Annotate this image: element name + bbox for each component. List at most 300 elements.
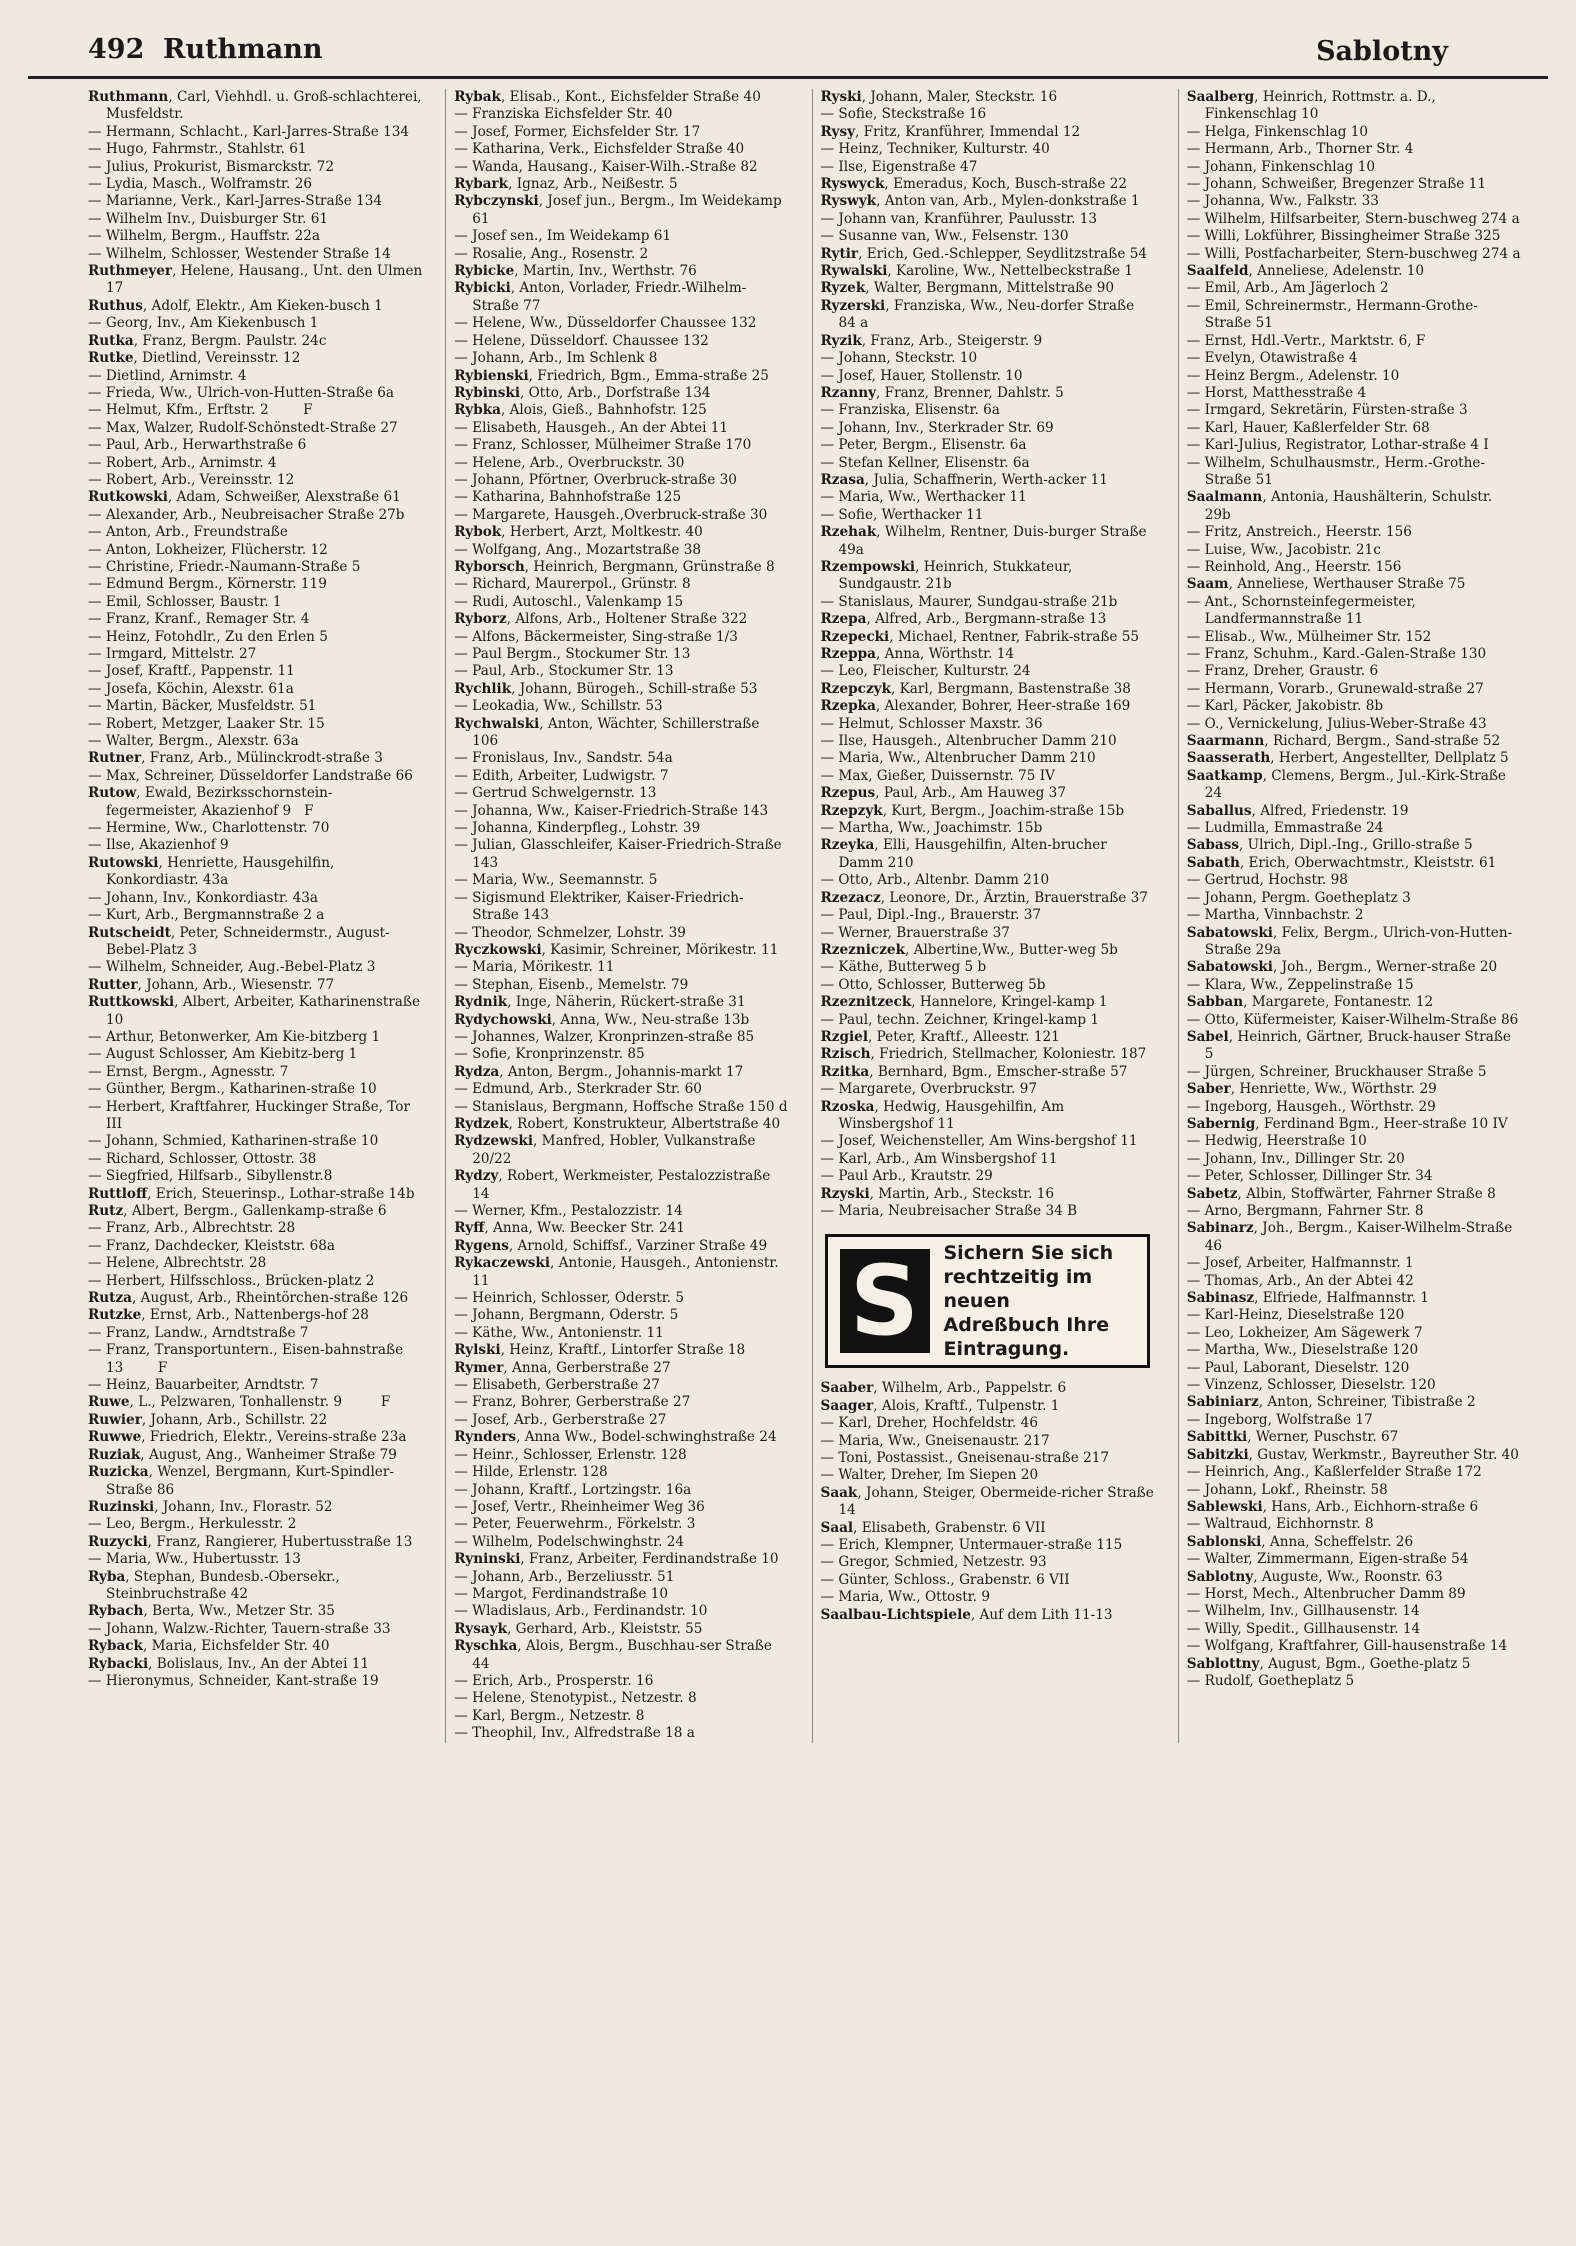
surname: Rywalski <box>820 263 888 280</box>
surname: Rylski <box>454 1342 501 1359</box>
surname: Sabass <box>1186 837 1239 854</box>
surname: Rzeppa <box>820 646 876 662</box>
directory-entry: — Gregor, Schmied, Netzestr. 93 <box>820 1554 1047 1571</box>
directory-entry: — Johannes, Walzer, Kronprinzen-straße 85 <box>454 1028 755 1045</box>
directory-entry: — Stephan, Eisenb., Memelstr. 79 <box>454 976 689 993</box>
surname: Rutscheidt <box>88 924 171 941</box>
directory-entry: Rzepka, Alexander, Bohrer, Heer-straße 169 <box>820 698 1131 715</box>
surname: Rutza <box>88 1290 132 1307</box>
directory-entry: — Lydia, Masch., Wolframstr. 26 <box>88 176 312 193</box>
directory-entry: — Erich, Klempner, Untermauer-straße 115 <box>820 1537 1123 1554</box>
directory-entry: Rzepus, Paul, Arb., Am Hauweg 37 <box>820 785 1066 802</box>
directory-entry: Sablotny, Auguste, Ww., Roonstr. 63 <box>1186 1568 1443 1585</box>
directory-entry: — Ludmilla, Emmastraße 24 <box>1186 820 1384 837</box>
directory-entry: Rzehak, Wilhelm, Rentner, Duis-burger Straße 49a <box>820 524 1151 558</box>
surname: Sabitzki <box>1186 1446 1249 1463</box>
directory-entry: — Katharina, Bahnhofstraße 125 <box>454 489 682 506</box>
surname: Rutter <box>88 976 138 993</box>
surname: Rymer <box>454 1359 504 1376</box>
surname: Rzempowski <box>820 558 916 575</box>
directory-entry: — Stanislaus, Maurer, Sundgau-straße 21b <box>820 593 1118 610</box>
directory-entry: — Josef, Hauer, Stollenstr. 10 <box>820 367 1023 384</box>
directory-entry: — Fritz, Anstreich., Heerstr. 156 <box>1186 524 1412 541</box>
directory-entry: — Hermann, Schlacht., Karl-Jarres-Straße 134 <box>88 123 410 140</box>
directory-entry: — Leokadia, Ww., Schillstr. 53 <box>454 698 663 715</box>
directory-entry: — Johann, Inv., Konkordiastr. 43a <box>88 889 319 906</box>
directory-entry: Rybka, Alois, Gieß., Bahnhofstr. 125 <box>454 402 707 419</box>
directory-entry: Sabass, Ulrich, Dipl.-Ing., Grillo-straße 5 <box>1186 837 1473 854</box>
directory-entry: — Georg, Inv., Am Kiekenbusch 1 <box>88 315 319 332</box>
directory-entry: — Paul, techn. Zeichner, Kringel-kamp 1 <box>820 1011 1100 1028</box>
directory-entry: — Johann, Bergmann, Oderstr. 5 <box>454 1307 679 1324</box>
surname: Rzepecki <box>820 628 890 645</box>
surname: Sabban <box>1186 994 1244 1011</box>
surname: Ruttkowski <box>88 994 175 1011</box>
directory-entry: — Fronislaus, Inv., Sandstr. 54a <box>454 750 673 767</box>
directory-entry: — Horst, Matthesstraße 4 <box>1186 384 1367 401</box>
directory-entry: — Karl, Arb., Am Winsbergshof 11 <box>820 1150 1058 1167</box>
column-2 <box>445 89 789 1743</box>
directory-entry: Ruthmeyer, Helene, Hausang., Unt. den Ulmen 17 <box>88 263 427 297</box>
surname: Rzitka <box>820 1063 870 1080</box>
directory-entry: Saarmann, Richard, Bergm., Sand-straße 52 <box>1186 733 1501 750</box>
directory-entry: Sablottny, August, Bgm., Goethe-platz 5 <box>1186 1655 1471 1672</box>
directory-entry: — Theodor, Schmelzer, Lohstr. 39 <box>454 924 686 941</box>
directory-entry: Ruwe, L., Pelzwaren, Tonhallenstr. 9 F <box>88 1394 391 1411</box>
directory-entry: — Toni, Postassist., Gneisenau-straße 217 <box>820 1450 1110 1467</box>
directory-entry: — Ilse, Hausgeh., Altenbrucher Damm 210 <box>820 733 1117 750</box>
surname: Rutner <box>88 750 142 767</box>
directory-entry: — Margarete, Hausgeh.,Overbruck-straße 30 <box>454 506 768 523</box>
surname: Ryschka <box>454 1638 518 1655</box>
directory-entry: — Leo, Bergm., Herkulesstr. 2 <box>88 1516 297 1533</box>
surname: Rzezniczek <box>820 941 905 958</box>
directory-entry: — Günter, Schloss., Grabenstr. 6 VII <box>820 1571 1070 1588</box>
surname: Saaber <box>820 1380 874 1397</box>
directory-entry: — Edith, Arbeiter, Ludwigstr. 7 <box>454 767 669 784</box>
directory-entry: — Robert, Arb., Arnimstr. 4 <box>88 454 277 471</box>
surname: Rzepzyk <box>820 802 883 819</box>
directory-entry: Rysayk, Gerhard, Arb., Kleiststr. 55 <box>454 1620 703 1637</box>
surname: Ryswyk <box>820 193 877 210</box>
directory-entry: — Johann, Arb., Berzeliusstr. 51 <box>454 1568 675 1585</box>
directory-entry: — Wilhelm, Schlosser, Westender Straße 14 <box>88 245 391 262</box>
directory-entry: — Walter, Zimmermann, Eigen-straße 54 <box>1186 1551 1469 1568</box>
surname: Sabernig <box>1186 1115 1256 1132</box>
surname: Rybicki <box>454 280 511 297</box>
directory-entry: Ruttloff, Erich, Steuerinsp., Lothar-straße 14b <box>88 1185 415 1202</box>
surname: Ruwwe <box>88 1429 142 1446</box>
directory-entry: — Johann, Inv., Sterkrader Str. 69 <box>820 419 1054 436</box>
directory-entry: Rzoska, Hedwig, Hausgehilfin, Am Winsbergshof 11 <box>820 1098 1069 1132</box>
directory-entry: — Karl, Bergm., Netzestr. 8 <box>454 1707 645 1724</box>
directory-entry: — Edmund, Arb., Sterkrader Str. 60 <box>454 1081 702 1098</box>
surname: Sabinarz <box>1186 1220 1254 1237</box>
directory-entry: — Josef sen., Im Weidekamp 61 <box>454 228 672 245</box>
directory-entry: — Helene, Albrechtstr. 28 <box>88 1255 267 1272</box>
surname: Saatkamp <box>1186 767 1263 784</box>
directory-entry: — Maria, Ww., Hubertusstr. 13 <box>88 1551 301 1568</box>
directory-entry: — Wanda, Hausang., Kaiser-Wilh.-Straße 82 <box>454 158 758 175</box>
surname: Rybicke <box>454 263 515 280</box>
directory-entry: Saballus, Alfred, Friedenstr. 19 <box>1186 802 1409 819</box>
directory-entry: Rybak, Elisab., Kont., Eichsfelder Straße 40 <box>454 89 761 105</box>
directory-entry: — Irmgard, Mittelstr. 27 <box>88 646 257 662</box>
directory-entry: Rzasa, Julia, Schaffnerin, Werth-acker 11 <box>820 471 1108 488</box>
directory-entry: Sabetz, Albin, Stoffwärter, Fahrner Straße 8 <box>1186 1185 1496 1202</box>
surname: Sablonski <box>1186 1533 1262 1550</box>
directory-entry: — Hedwig, Heerstraße 10 <box>1186 1133 1367 1150</box>
surname: Sabel <box>1186 1028 1229 1045</box>
directory-entry: Rutz, Albert, Bergm., Gallenkamp-straße 6 <box>88 1203 387 1219</box>
directory-entry: Rybicki, Anton, Vorlader, Friedr.-Wilhelm-Straße 77 <box>454 280 747 314</box>
directory-entry: — Maria, Neubreisacher Straße 34 B <box>820 1203 1078 1219</box>
directory-entry: — Emil, Arb., Am Jägerloch 2 <box>1186 280 1389 297</box>
directory-entry: — Ernst, Hdl.-Vertr., Marktstr. 6, F <box>1186 332 1426 349</box>
directory-entry: — Helene, Ww., Düsseldorfer Chaussee 132 <box>454 315 757 332</box>
directory-entry: Rzezniczek, Albertine,Ww., Butter-weg 5b <box>820 941 1118 958</box>
directory-entry: — Horst, Mech., Altenbrucher Damm 89 <box>1186 1585 1466 1602</box>
directory-entry: — Helene, Düsseldorf. Chaussee 132 <box>454 332 709 349</box>
directory-entry: — Martin, Bäcker, Musfeldstr. 51 <box>88 698 317 715</box>
directory-entry: — Maria, Mörikestr. 11 <box>454 959 615 976</box>
directory-entry: Rutner, Franz, Arb., Mülinckrodt-straße 3 <box>88 750 383 767</box>
directory-entry: — Franz, Dachdecker, Kleiststr. 68a <box>88 1237 335 1254</box>
directory-entry: Saalmann, Antonia, Haushälterin, Schulstr. 29b <box>1186 489 1497 523</box>
directory-entry: Rzgiel, Peter, Kraftf., Alleestr. 121 <box>820 1028 1060 1045</box>
directory-entry: — Franz, Arb., Albrechtstr. 28 <box>88 1220 296 1237</box>
surname: Rutow <box>88 785 137 802</box>
directory-entry: — Stanislaus, Bergmann, Hoffsche Straße 150 d <box>454 1098 788 1115</box>
directory-entry: Rybczynski, Josef jun., Bergm., Im Weidekamp 61 <box>454 193 787 227</box>
surname: Rzezacz <box>820 889 881 906</box>
directory-entry: — Johanna, Ww., Kaiser-Friedrich-Straße 143 <box>454 802 769 819</box>
ad-letter: S <box>840 1249 930 1353</box>
directory-entry: — Klara, Ww., Zeppelinstraße 15 <box>1186 976 1414 993</box>
surname: Sabiniarz <box>1186 1394 1259 1411</box>
surname: Rytir <box>820 245 859 262</box>
surname: Ryba <box>88 1568 126 1585</box>
page-number: 492 <box>88 34 145 65</box>
surname: Sabinasz <box>1186 1290 1255 1307</box>
directory-entry: Rzisch, Friedrich, Stellmacher, Koloniestr. 187 <box>820 1046 1147 1063</box>
directory-entry: — Johann, Schmied, Katharinen-straße 10 <box>88 1133 379 1150</box>
directory-entry: — Franz, Landw., Arndtstraße 7 <box>88 1324 309 1341</box>
directory-entry: — Ant., Schornsteinfegermeister, Landfermannstraße 11 <box>1186 593 1421 628</box>
surname: Rzgiel <box>820 1028 868 1045</box>
directory-entry: — Franz, Kranf., Remager Str. 4 <box>88 611 310 628</box>
surname: Rysayk <box>454 1620 507 1637</box>
surname: Rybka <box>454 402 501 419</box>
directory-entry: — Hermann, Arb., Thorner Str. 4 <box>1186 141 1414 158</box>
directory-entry: — Ernst, Bergm., Agnesstr. 7 <box>88 1063 289 1080</box>
directory-entry: — Wilhelm, Hilfsarbeiter, Stern-buschweg 274 a <box>1186 210 1520 227</box>
directory-entry: Rynders, Anna Ww., Bodel-schwinghstraße 24 <box>454 1429 777 1446</box>
surname: Rzisch <box>820 1046 871 1063</box>
surname: Ryback <box>88 1638 143 1655</box>
directory-entry: Sabernig, Ferdinand Bgm., Heer-straße 10 IV <box>1186 1115 1508 1132</box>
directory-entry: Sabatowski, Felix, Bergm., Ulrich-von-Hutten-Straße 29a <box>1186 924 1513 958</box>
directory-entry: Saager, Alois, Kraftf., Tulpenstr. 1 <box>820 1397 1060 1414</box>
directory-entry: Rychlik, Johann, Bürogeh., Schill-straße 53 <box>454 680 758 697</box>
directory-entry: — Helga, Finkenschlag 10 <box>1186 123 1369 140</box>
directory-entry: Ryczkowski, Kasimir, Schreiner, Mörikestr. 11 <box>454 941 779 958</box>
surname: Rzepczyk <box>820 680 891 697</box>
directory-entry: — Gertrud, Hochstr. 98 <box>1186 872 1348 889</box>
directory-entry: — Rosalie, Ang., Rosenstr. 2 <box>454 245 649 262</box>
directory-entry: Ryski, Johann, Maler, Steckstr. 16 <box>820 89 1058 105</box>
surname: Rzanny <box>820 384 876 401</box>
surname: Sabetz <box>1186 1185 1238 1202</box>
surname: Rzoska <box>820 1098 875 1115</box>
surname: Rutkowski <box>88 489 168 506</box>
surname: Ruwier <box>88 1411 142 1428</box>
advertisement-box <box>825 1234 1150 1368</box>
directory-entry: — O., Vernickelung, Julius-Weber-Straße 43 <box>1186 715 1487 732</box>
directory-entry: Ruwier, Johann, Arb., Schillstr. 22 <box>88 1411 328 1428</box>
directory-entry: — Wilhelm, Schneider, Aug.-Bebel-Platz 3 <box>88 959 376 976</box>
directory-entry: — Luise, Ww., Jacobistr. 21c <box>1186 541 1381 558</box>
directory-entry: — Günther, Bergm., Katharinen-straße 10 <box>88 1081 377 1098</box>
directory-entry: Saal, Elisabeth, Grabenstr. 6 VII <box>820 1519 1046 1536</box>
directory-entry: Saalberg, Heinrich, Rottmstr. a. D., Finkenschlag 10 <box>1186 89 1441 123</box>
surname: Ruwe <box>88 1394 130 1411</box>
surname: Ruthus <box>88 297 143 314</box>
directory-entry: — Wilhelm, Bergm., Hauffstr. 22a <box>88 228 320 245</box>
directory-entry: — Maria, Ww., Gneisenaustr. 217 <box>820 1432 1050 1449</box>
directory-entry: — Max, Schreiner, Düsseldorfer Landstraße 66 <box>88 767 413 784</box>
directory-entry: — Wilhelm, Schulhausmstr., Herm.-Grothe-Straße 51 <box>1186 454 1486 488</box>
directory-entry: Rybok, Herbert, Arzt, Moltkestr. 40 <box>454 524 703 541</box>
surname: Rutke <box>88 350 134 367</box>
surname: Rutowski <box>88 854 159 871</box>
directory-entry: — Peter, Schlosser, Dillinger Str. 34 <box>1186 1168 1433 1185</box>
directory-entry: Rybicke, Martin, Inv., Werthstr. 76 <box>454 263 697 280</box>
surname: Ruzinski <box>88 1498 155 1515</box>
directory-entry: — August Schlosser, Am Kiebitz-berg 1 <box>88 1046 358 1063</box>
directory-entry: — Elisab., Ww., Mülheimer Str. 152 <box>1186 628 1432 645</box>
directory-entry: — Karl, Päcker, Jakobistr. 8b <box>1186 698 1384 715</box>
directory-entry: Rydzewski, Manfred, Hobler, Vulkanstraße 20/22 <box>454 1133 760 1167</box>
directory-entry: — Richard, Maurerpol., Grünstr. 8 <box>454 576 691 593</box>
directory-entry: — Hieronymus, Schneider, Kant-straße 19 <box>88 1672 379 1689</box>
surname: Ruzicka <box>88 1464 149 1481</box>
directory-entry: — Johann, Kraftf., Lortzingstr. 16a <box>454 1481 692 1498</box>
directory-entry: — Johann, Schweißer, Bregenzer Straße 11 <box>1186 176 1486 193</box>
directory-entry: Rybienski, Friedrich, Bgm., Emma-straße 25 <box>454 367 769 384</box>
directory-entry: Rzanny, Franz, Brenner, Dahlstr. 5 <box>820 384 1064 401</box>
directory-entry: — Dietlind, Arnimstr. 4 <box>88 367 247 384</box>
directory-entry: Sabiniarz, Anton, Schreiner, Tibistraße 2 <box>1186 1394 1476 1411</box>
directory-entry: — Johanna, Kinderpfleg., Lohstr. 39 <box>454 820 701 837</box>
directory-entry: Rzeppa, Anna, Wörthstr. 14 <box>820 646 1015 662</box>
directory-entry: Rydnik, Inge, Näherin, Rückert-straße 31 <box>454 994 746 1011</box>
surname: Ryzik <box>820 332 862 349</box>
surname: Saam <box>1186 576 1229 593</box>
directory-entry: Rzepzyk, Kurt, Bergm., Joachim-straße 15b <box>820 802 1125 819</box>
directory-entry: — Heinr., Schlosser, Erlenstr. 128 <box>454 1446 687 1463</box>
directory-entry: Ryzerski, Franziska, Ww., Neu-dorfer Straße 84 a <box>820 297 1139 332</box>
directory-entry: Rutzke, Ernst, Arb., Nattenbergs-hof 28 <box>88 1307 369 1324</box>
directory-entry: Rutza, August, Arb., Rheintörchen-straße 126 <box>88 1290 409 1307</box>
directory-entry: — Josef, Former, Eichsfelder Str. 17 <box>454 123 701 140</box>
surname: Rybienski <box>454 367 529 384</box>
surname: Ryski <box>820 89 862 105</box>
directory-entry: — Johann, Arb., Im Schlenk 8 <box>454 350 658 367</box>
directory-entry: — Emil, Schreinermstr., Hermann-Grothe-Straße 51 <box>1186 297 1478 332</box>
directory-entry: — Margarete, Overbruckstr. 97 <box>820 1081 1037 1098</box>
directory-entry: Rydza, Anton, Bergm., Johannis-markt 17 <box>454 1063 744 1080</box>
directory-entry: Ruttkowski, Albert, Arbeiter, Katharinenstraße 10 <box>88 994 425 1028</box>
directory-entry: Rzitka, Bernhard, Bgm., Emscher-straße 57 <box>820 1063 1128 1080</box>
directory-entry: — Karl, Hauer, Kaßlerfelder Str. 68 <box>1186 419 1430 436</box>
directory-entry: — Peter, Bergm., Elisenstr. 6a <box>820 437 1027 454</box>
directory-entry: Rzempowski, Heinrich, Stukkateur, Sundgaustr. 21b <box>820 558 1077 593</box>
directory-entry: — Franz, Transportuntern., Eisen-bahnstraße 13 F <box>88 1342 408 1376</box>
surname: Rzepus <box>820 785 876 802</box>
directory-entry: — Marianne, Verk., Karl-Jarres-Straße 134 <box>88 193 383 210</box>
surname: Saalfeld <box>1186 263 1249 280</box>
directory-entry: — Herbert, Kraftfahrer, Huckinger Straße, Tor III <box>88 1098 415 1132</box>
directory-entry: Rychwalski, Anton, Wächter, Schillerstraße 106 <box>454 715 764 750</box>
directory-entry: — Helene, Stenotypist., Netzestr. 8 <box>454 1690 697 1707</box>
directory-entry: — Paul, Laborant, Dieselstr. 120 <box>1186 1359 1410 1376</box>
directory-entry: Rutkowski, Adam, Schweißer, Alexstraße 61 <box>88 489 401 506</box>
directory-entry: Rymer, Anna, Gerberstraße 27 <box>454 1359 671 1376</box>
ad-text: Sichern Sie sich rechtzeitig im neuen Adreßbuch Ihre Eintragung. <box>943 1242 1114 1361</box>
surname: Sabittki <box>1186 1429 1248 1446</box>
directory-entry: Saam, Anneliese, Werthauser Straße 75 <box>1186 576 1466 593</box>
directory-entry: Sabittki, Werner, Puschstr. 67 <box>1186 1429 1399 1446</box>
directory-entry: Rzepczyk, Karl, Bergmann, Bastenstraße 38 <box>820 680 1131 697</box>
directory-entry: Rzeznitzeck, Hannelore, Kringel-kamp 1 <box>820 994 1108 1011</box>
surname: Rychwalski <box>454 715 540 732</box>
directory-entry: Rytir, Erich, Ged.-Schlepper, Seydlitzstraße 54 <box>820 245 1148 262</box>
directory-entry: — Wilhelm Inv., Duisburger Str. 61 <box>88 210 329 227</box>
surname: Rzepa <box>820 611 867 628</box>
directory-entry: Rutka, Franz, Bergm. Paulstr. 24c <box>88 332 327 349</box>
directory-entry: — Robert, Metzger, Laaker Str. 15 <box>88 715 325 732</box>
surname: Rutka <box>88 332 134 349</box>
directory-entry: — Kurt, Arb., Bergmannstraße 2 a <box>88 907 325 924</box>
directory-entry: Sablonski, Anna, Scheffelstr. 26 <box>1186 1533 1414 1550</box>
directory-entry: — Elisabeth, Gerberstraße 27 <box>454 1377 660 1394</box>
directory-entry: Saak, Johann, Steiger, Obermeide-richer Straße 14 <box>820 1484 1159 1519</box>
directory-entry: — Paul Arb., Krautstr. 29 <box>820 1168 993 1185</box>
surname: Saballus <box>1186 802 1252 819</box>
directory-entry: — Johann, Inv., Dillinger Str. 20 <box>1186 1150 1405 1167</box>
directory-entry: — Anton, Lokheizer, Flücherstr. 12 <box>88 541 328 558</box>
surname: Rutz <box>88 1203 124 1219</box>
directory-entry: — Emil, Schlosser, Baustr. 1 <box>88 593 282 610</box>
directory-entry: — Heinz, Techniker, Kulturstr. 40 <box>820 141 1050 158</box>
directory-entry: — Max, Gießer, Duissernstr. 75 IV <box>820 767 1055 784</box>
directory-entry: — Rudi, Autoschl., Valenkamp 15 <box>454 593 684 610</box>
directory-entry: — Franz, Bohrer, Gerberstraße 27 <box>454 1394 691 1411</box>
directory-entry: — Franz, Dreher, Graustr. 6 <box>1186 663 1379 680</box>
directory-entry: — Stefan Kellner, Elisenstr. 6a <box>820 454 1030 471</box>
directory-entry: Ryzek, Walter, Bergmann, Mittelstraße 90 <box>820 280 1115 297</box>
directory-entry: — Heinrich, Schlosser, Oderstr. 5 <box>454 1290 685 1307</box>
directory-entry: Rzeyka, Elli, Hausgehilfin, Alten-brucher Damm 210 <box>820 837 1112 871</box>
surname: Ryzek <box>820 280 866 297</box>
directory-entry: Ruthus, Adolf, Elektr., Am Kieken-busch 1 <box>88 297 383 314</box>
surname: Rybczynski <box>454 193 539 210</box>
surname: Ryborz <box>454 611 507 628</box>
directory-entry: — Evelyn, Otawistraße 4 <box>1186 350 1358 367</box>
surname: Sablewski <box>1186 1498 1263 1515</box>
directory-entry: — Julian, Glasschleifer, Kaiser-Friedrich-Straße 143 <box>454 837 787 871</box>
surname: Sablotny <box>1186 1568 1254 1585</box>
directory-entry: — Hermann, Vorarb., Grunewald-straße 27 <box>1186 680 1484 697</box>
surname: Saber <box>1186 1081 1231 1098</box>
directory-entry: — Heinz, Fotohdlr., Zu den Erlen 5 <box>88 628 328 645</box>
directory-entry: — Waltraud, Eichhornstr. 8 <box>1186 1516 1374 1533</box>
surname: Rysy <box>820 123 856 140</box>
directory-entry: — Erich, Arb., Prosperstr. 16 <box>454 1672 654 1689</box>
directory-entry: Sabinarz, Joh., Bergm., Kaiser-Wilhelm-Straße 46 <box>1186 1220 1517 1254</box>
directory-entry: Ryba, Stephan, Bundesb.-Obersekr., Steinbruchstraße 42 <box>88 1568 345 1602</box>
directory-entry: — Heinrich, Ang., Kaßlerfelder Straße 172 <box>1186 1464 1482 1481</box>
directory-entry: — Rudolf, Goetheplatz 5 <box>1186 1672 1355 1689</box>
directory-entry: Ruzycki, Franz, Rangierer, Hubertusstraße 13 <box>88 1533 413 1550</box>
surname: Rydychowski <box>454 1011 552 1028</box>
directory-entry: — Maria, Ww., Ottostr. 9 <box>820 1589 990 1606</box>
directory-entry: Rutow, Ewald, Bezirksschornstein-fegermeister, Akazienhof 9 F <box>88 785 333 819</box>
directory-entry: — Maria, Ww., Altenbrucher Damm 210 <box>820 750 1096 767</box>
directory-entry: — Helene, Arb., Overbruckstr. 30 <box>454 454 685 471</box>
directory-entry: — Reinhold, Ang., Heerstr. 156 <box>1186 558 1402 575</box>
directory-entry: — Franziska, Elisenstr. 6a <box>820 402 1000 419</box>
directory-entry: Ryborsch, Heinrich, Bergmann, Grünstraße 8 <box>454 558 775 575</box>
column-1 <box>88 89 427 1743</box>
surname: Saak <box>820 1484 858 1501</box>
directory-entry: — Sofie, Werthacker 11 <box>820 506 984 523</box>
directory-entry: — Martha, Vinnbachstr. 2 <box>1186 907 1364 924</box>
directory-entry: Rydychowski, Anna, Ww., Neu-straße 13b <box>454 1011 750 1028</box>
directory-entry: — Sigismund Elektriker, Kaiser-Friedrich-Straße 143 <box>454 889 744 924</box>
directory-entry: Ruzinski, Johann, Inv., Florastr. 52 <box>88 1498 333 1515</box>
surname: Rychlik <box>454 680 512 697</box>
directory-entry: — Johann van, Kranführer, Paulusstr. 13 <box>820 210 1098 227</box>
surname: Rybinski <box>454 384 520 401</box>
surname: Saager <box>820 1397 874 1414</box>
directory-entry: — Helmut, Schlosser Maxstr. 36 <box>820 715 1043 732</box>
directory-entry: — Franz, Schuhm., Kard.-Galen-Straße 130 <box>1186 646 1487 662</box>
directory-entry: — Johann, Finkenschlag 10 <box>1186 158 1375 175</box>
surname: Ruthmann <box>88 89 169 105</box>
directory-entry: Saasserath, Herbert, Angestellter, Dellplatz 5 <box>1186 750 1509 767</box>
surname: Ryzerski <box>820 297 886 314</box>
directory-entry: — Josef, Weichensteller, Am Wins-bergshof 11 <box>820 1133 1138 1150</box>
directory-entry: Rydzek, Robert, Konstrukteur, Albertstraße 40 <box>454 1115 781 1132</box>
directory-entry: — Otto, Küfermeister, Kaiser-Wilhelm-Straße 86 <box>1186 1011 1519 1028</box>
directory-entry: — Elisabeth, Hausgeh., An der Abtei 11 <box>454 419 729 436</box>
directory-entry: — Wolfgang, Kraftfahrer, Gill-hausenstraße 14 <box>1186 1638 1508 1655</box>
surname: Rzeyka <box>820 837 875 854</box>
directory-entry: — Käthe, Butterweg 5 b <box>820 959 987 976</box>
surname: Rzehak <box>820 524 877 541</box>
surname: Rybark <box>454 176 509 193</box>
directory-entry: — Käthe, Ww., Antonienstr. 11 <box>454 1324 664 1341</box>
directory-entry: — Wladislaus, Arb., Ferdinandstr. 10 <box>454 1603 708 1620</box>
directory-entry: Rybach, Berta, Ww., Metzer Str. 35 <box>88 1603 335 1620</box>
first-entry-title: Ruthmann <box>163 34 323 65</box>
directory-entry: Rykaczewski, Antonie, Hausgeh., Antonienstr. 11 <box>454 1255 784 1289</box>
directory-entry: Rygens, Arnold, Schiffsf., Varziner Straße 49 <box>454 1237 768 1254</box>
directory-entry: — Sofie, Kronprinzenstr. 85 <box>454 1046 645 1063</box>
page-header <box>28 24 1548 79</box>
